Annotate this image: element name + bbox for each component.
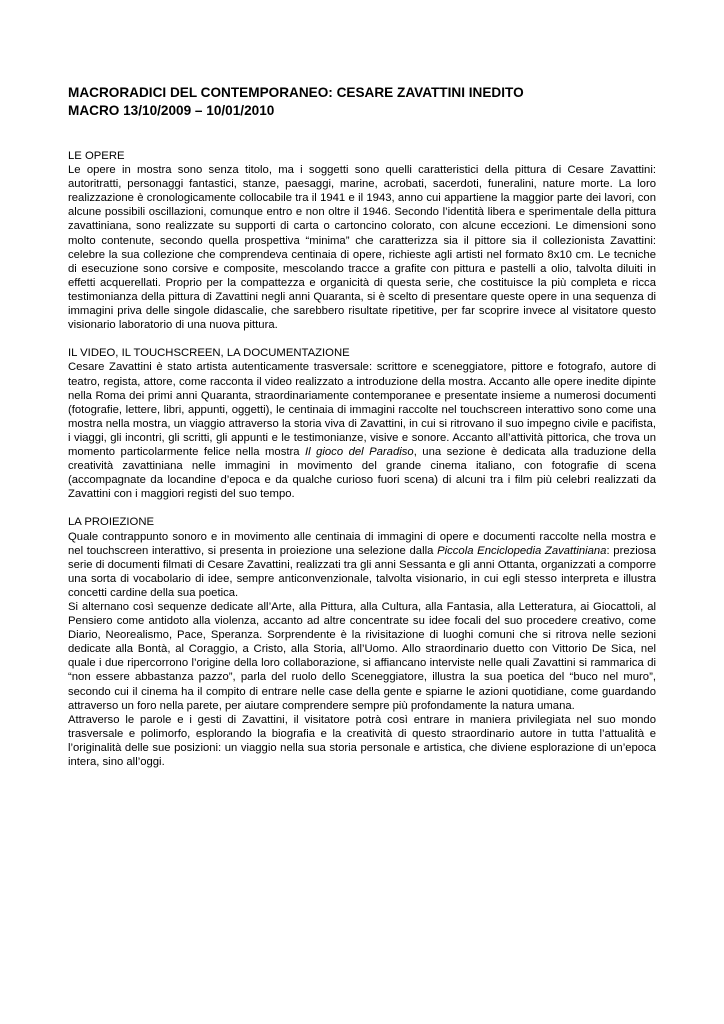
section-heading: LA PROIEZIONE [68, 516, 155, 529]
paragraph-text: Quale contrappunto sonoro e in movimento alle centinaia di immagini di opere e documenti raccolte nella mostra e nel touchscreen interattivo, si presenta in proiezione una selezione dalla [68, 530, 656, 557]
paragraph-text: , una sezione è dedicata alla traduzione della creatività zavattiniana nelle immagini in movimento del grande cinema italiano, con fotografie di scena (accompagnate da locandine d’epoca e da qualche curioso fuori scena) di alcuni tra i film più celebri realizzati da Zavattini con i maggiori registi del suo tempo. [68, 445, 656, 501]
paragraph [68, 713, 656, 769]
title-line-2: MACRO 13/10/2009 – 10/01/2010 [68, 103, 275, 118]
paragraph-text: Attraverso le parole e i gesti di Zavattini, il visitatore potrà così entrare in maniera privilegiata nel suo mondo trasversale e polimorfo, esplorando la biografia e la creatività di questo straordinario autore in tutta l’attualità e l’originalità delle sue posizioni: un viaggio nella sua storia personale e artistica, che diviene esplorazione di un’epoca intera, sino all’oggi. [68, 713, 656, 769]
paragraph [68, 360, 656, 501]
section [68, 515, 656, 769]
document-body [68, 149, 656, 783]
paragraph [68, 600, 656, 713]
italic-title-text: Piccola Enciclopedia Zavattiniana [437, 544, 607, 557]
paragraph-text: Le opere in mostra sono senza titolo, ma i soggetti sono quelli caratteristici della pittura di Cesare Zavattini: autoritratti, personaggi fantastici, stanze, paesaggi, marine, acrobati, sacerdoti, funeralini, nature morte. La loro realizzazione è cronologicamente collocabile tra il 1941 e il 1943, anno cui appartiene la maggior parte dei lavori, con alcune possibili oscillazioni, comunque entro e non oltre il 1946. Secondo l’identità libera e sperimentale della pittura zavattiniana, sono realizzate su supporti di carta o cartoncino colorato, con alcune eccezioni. Le dimensioni sono molto contenute, secondo quella prospettiva “minima” che caratterizza sia il pittore sia il collezionista Zavattini: celebre la sua collezione che comprendeva centinaia di opere, richieste agli artisti nel formato 8x10 cm. Le tecniche di esecuzione sono corsive e composite, mescolando tracce a grafite con pittura e pastelli a olio, talvolta diluiti in effetti acquerellati. Proprio per la compattezza e organicità di questa serie, che costituisce la più completa e ricca testimonianza della pittura di Zavattini negli anni Quaranta, si è scelto di presentare queste opere in una sequenza di immagini priva delle singole didascalie, che sarebbero risultate ripetitive, per far scoprire invece al visitatore questo visionario laboratorio di una nuova pittura. [68, 164, 656, 332]
section [68, 149, 656, 332]
paragraph-text: Cesare Zavattini è stato artista autenticamente trasversale: scrittore e sceneggiatore, pittore e fotografo, autore di teatro, regista, attore, come racconta il video realizzato a introduzione della mostra. Accanto alle opere inedite dipinte nella Roma dei primi anni Quaranta, straordinariamente contemporanee e presentate insieme a numerosi documenti (fotografie, lettere, libri, appunti, oggetti), le centinaia di immagini raccolte nel touchscreen interattivo sono come una mostra nella mostra, un viaggio attraverso la storia viva di Zavattini, in cui si ritrovano il suo impegno civile e pacifista, i viaggi, gli incontri, gli scritti, gli appunti e le testimonianze, visive e sonore. Accanto all’attività pittorica, che trova un momento particolarmente felice nella mostra [68, 361, 656, 458]
document-title [68, 84, 668, 120]
paragraph [68, 163, 656, 332]
section [68, 346, 656, 501]
paragraph-text: Si alternano così sequenze dedicate all’Arte, alla Pittura, alla Cultura, alla Fantasia, alla Letteratura, ai Giocattoli, al Pensiero come antidoto alla violenza, accanto ad altre concentrate su idee focali del suo procedere creativo, come Diario, Neorealismo, Pace, Speranza. Sorprendente è la rivisitazione di luoghi comuni che si ritrova nelle sezioni dedicate alla Bontà, al Coraggio, a Cristo, alla Storia, all’Uomo. Allo straordinario duetto con Vittorio De Sica, nel quale i due ripercorrono l’origine della loro collaborazione, si affiancano interviste nelle quali Zavattini si rammarica di “non essere abbastanza pazzo”, parla del ruolo dello Sceneggiatore, illustra la sua poetica del “buco nel muro”, secondo cui il cinema ha il compito di entrare nelle case della gente e spiarne le azioni quotidiane, come guardando attraverso un foro nella parete, per aiutare comprendere sempre più profondamente la natura umana. [68, 601, 656, 712]
section-heading: IL VIDEO, IL TOUCHSCREEN, LA DOCUMENTAZIONE [68, 347, 350, 360]
paragraph [68, 530, 656, 600]
title-line-1: MACRORADICI DEL CONTEMPORANEO: CESARE ZAVATTINI INEDITO [68, 85, 524, 100]
italic-title-text: Il gioco del Paradiso [305, 445, 414, 458]
paragraph-text: : preziosa serie di documenti filmati di Cesare Zavattini, realizzati tra gli anni Sessanta e gli anni Ottanta, organizzati a comporre una sorta di vocabolario di idee, sempre anticonvenzionale, talvolta visionario, in cui egli stesso interpreta e illustra concetti cardine della sua poetica. [68, 544, 656, 599]
section-heading: LE OPERE [68, 150, 125, 162]
